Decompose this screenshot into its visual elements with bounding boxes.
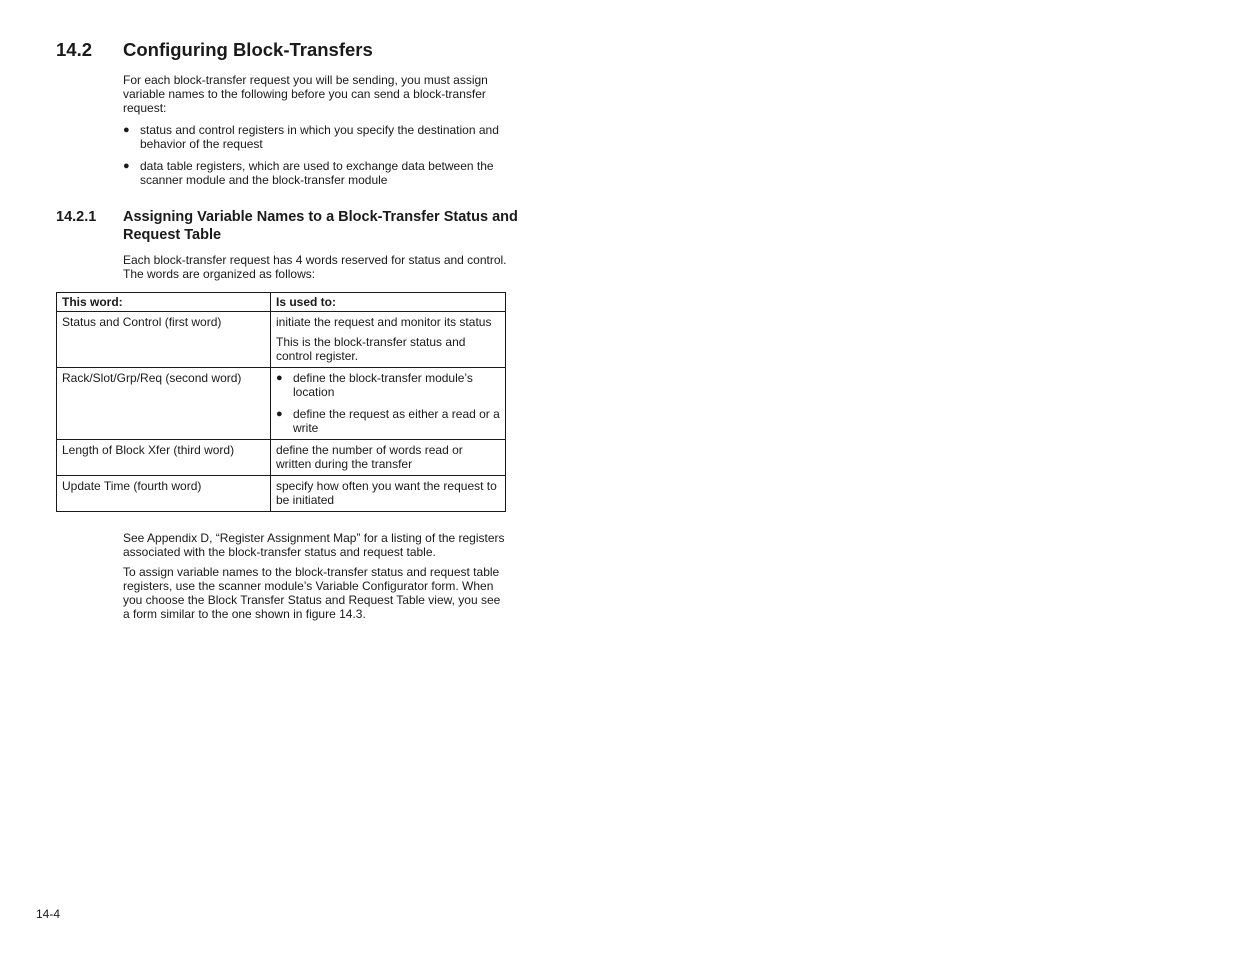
word-cell: Length of Block Xfer (third word) [57, 440, 271, 476]
section-title: Configuring Block-Transfers [123, 39, 373, 60]
word-table [56, 292, 506, 512]
column-header-word: This word: [57, 293, 271, 312]
use-cell: define the number of words read or written during the transfer [271, 440, 506, 476]
bullet-icon: ● [123, 160, 130, 172]
table-row [57, 476, 506, 512]
word-cell: Rack/Slot/Grp/Req (second word) [57, 368, 271, 440]
page-number: 14-4 [36, 907, 61, 921]
configurator-instructions: To assign variable names to the block-transfer status and request table registers, use the scanner module’s Variable Configurator form. When you choose the Block Transfer Status and Request Table view, you see a form similar to the one shown in figure 14.3. [123, 565, 501, 621]
section-number: 14.2 [56, 39, 93, 60]
bullet-icon: ● [276, 408, 283, 420]
appendix-reference: See Appendix D, “Register Assignment Map” for a listing of the registers associated with the block-transfer status and request table. [123, 531, 505, 559]
list-item: ● data table registers, which are used to exchange data between the scanner module and the block-transfer module [123, 159, 494, 187]
use-cell: ● define the block-transfer module’s location ● define the request as either a read or a write [271, 368, 506, 440]
bullet-icon: ● [123, 124, 130, 136]
use-cell: initiate the request and monitor its status This is the block-transfer status and control register. [271, 312, 506, 368]
subsection-intro: Each block-transfer request has 4 words reserved for status and control. The words are organized as follows: [123, 253, 507, 281]
section-intro: For each block-transfer request you will be sending, you must assign variable names to the following before you can send a block-transfer request: [123, 73, 488, 115]
use-cell: specify how often you want the request to be initiated [271, 476, 506, 512]
subsection-title: Assigning Variable Names to a Block-Transfer Status and Request Table [123, 209, 518, 243]
table-row [57, 368, 506, 440]
table-row [57, 312, 506, 368]
section-bullet-list [123, 123, 503, 195]
bullet-icon: ● [276, 372, 283, 384]
table-header-row [57, 293, 506, 312]
subsection-number: 14.2.1 [56, 209, 97, 225]
section-heading [56, 38, 373, 62]
word-cell: Status and Control (first word) [57, 312, 271, 368]
list-item: ● status and control registers in which you specify the destination and behavior of the request [123, 123, 499, 151]
column-header-use: Is used to: [271, 293, 506, 312]
table-row [57, 440, 506, 476]
word-cell: Update Time (fourth word) [57, 476, 271, 512]
